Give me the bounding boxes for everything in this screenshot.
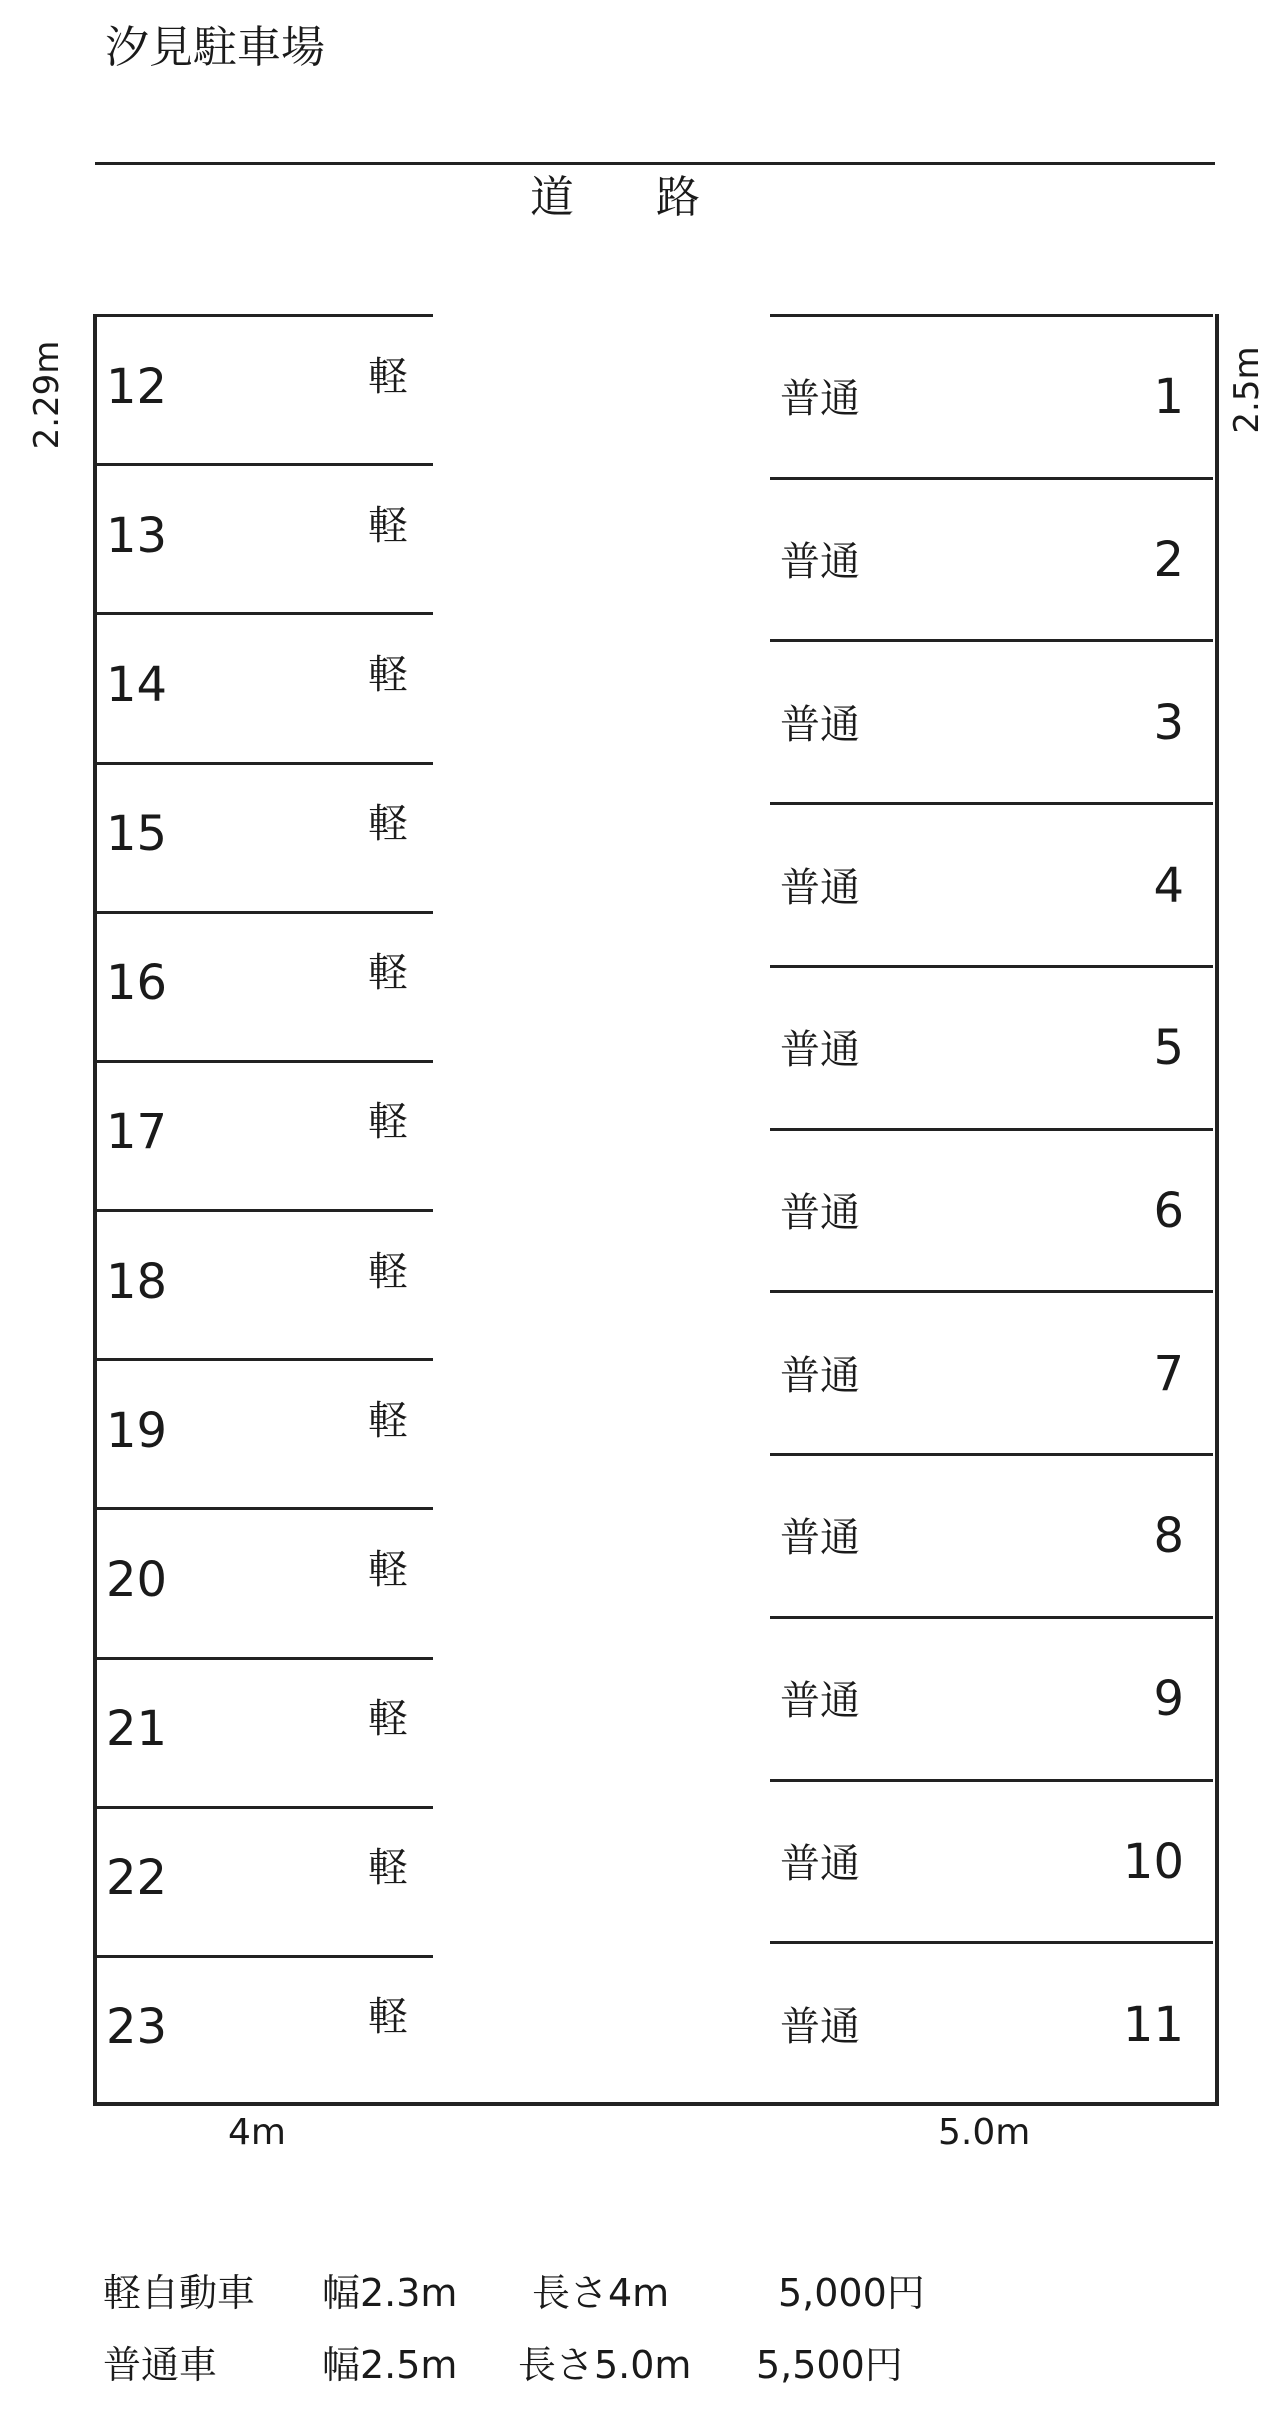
left-space-divider <box>95 612 433 615</box>
left-space-number: 14 <box>106 656 168 713</box>
right-space-divider <box>770 1453 1213 1456</box>
left-length-dimension: 4m <box>228 2112 286 2153</box>
left-space-type: 軽 <box>368 1248 408 1295</box>
right-space-number: 9 <box>1153 1671 1184 1728</box>
left-space-type: 軽 <box>368 950 408 997</box>
left-space-number: 22 <box>106 1850 168 1907</box>
left-space-divider <box>95 314 433 317</box>
left-space-type: 軽 <box>368 1845 408 1892</box>
left-space-type: 軽 <box>368 1397 408 1444</box>
right-space-number: 2 <box>1153 532 1184 589</box>
left-space-number: 19 <box>106 1402 168 1459</box>
left-space-divider <box>95 762 433 765</box>
right-space-type: 普通 <box>780 1190 860 1236</box>
right-space-divider <box>770 639 1213 642</box>
left-space-number: 20 <box>106 1551 168 1608</box>
right-width-label: 2.5m <box>1227 346 1267 434</box>
right-space-divider <box>770 1128 1213 1131</box>
left-space-type: 軽 <box>368 651 408 698</box>
left-space-number: 18 <box>106 1253 168 1310</box>
left-space-number: 16 <box>106 955 168 1012</box>
right-space-type: 普通 <box>780 1027 860 1074</box>
left-space-type: 軽 <box>368 1546 408 1593</box>
right-space-type: 普通 <box>780 1840 860 1887</box>
right-space-divider <box>770 802 1213 805</box>
left-space-type: 軽 <box>368 1994 408 2041</box>
left-space-type: 軽 <box>368 353 408 400</box>
left-space-number: 13 <box>106 507 168 564</box>
spec-futsu-price: 5,500円 <box>756 2343 903 2387</box>
left-space-divider <box>95 1657 433 1660</box>
right-space-number: 11 <box>1122 1996 1184 2053</box>
left-space-number: 23 <box>106 1999 168 2056</box>
right-space-number: 4 <box>1153 857 1184 914</box>
left-space-width-dimension <box>22 330 72 460</box>
left-space-type: 軽 <box>368 801 408 848</box>
road-label: 道 路 <box>530 172 734 223</box>
road-line <box>95 162 1215 165</box>
left-space-divider <box>95 1358 433 1361</box>
left-space-divider <box>95 1806 433 1809</box>
spec-futsu-category: 普通車 <box>103 2343 218 2387</box>
right-space-type: 普通 <box>780 376 860 423</box>
left-space-divider <box>95 1507 433 1510</box>
spec-kei-price: 5,000円 <box>778 2271 925 2315</box>
right-space-number: 1 <box>1153 369 1184 426</box>
left-width-label: 2.29m <box>27 340 67 450</box>
page-title: 汐見駐車場 <box>105 22 325 73</box>
right-space-divider <box>770 314 1213 317</box>
left-space-number: 17 <box>106 1104 168 1161</box>
left-space-divider <box>95 1060 433 1063</box>
left-space-type: 軽 <box>368 502 408 549</box>
spec-futsu-width: 幅2.5m <box>322 2343 458 2387</box>
left-space-divider <box>95 463 433 466</box>
right-space-number: 3 <box>1153 694 1184 751</box>
right-space-type: 普通 <box>780 1352 860 1399</box>
right-space-divider <box>770 477 1213 480</box>
right-space-divider <box>770 1290 1213 1293</box>
left-space-divider <box>95 1955 433 1958</box>
right-space-number: 6 <box>1153 1183 1184 1239</box>
right-space-type: 普通 <box>780 1678 860 1725</box>
spec-futsu-length: 長さ5.0m <box>518 2343 692 2387</box>
right-space-divider <box>770 1616 1213 1619</box>
left-space-divider <box>95 1209 433 1212</box>
spec-kei-category: 軽自動車 <box>103 2271 256 2315</box>
right-space-number: 10 <box>1122 1833 1184 1890</box>
right-space-number: 7 <box>1153 1345 1184 1402</box>
right-space-type: 普通 <box>780 539 860 586</box>
right-length-dimension: 5.0m <box>938 2112 1031 2153</box>
right-space-width-dimension <box>1222 325 1272 455</box>
right-space-divider <box>770 965 1213 968</box>
left-space-divider <box>95 911 433 914</box>
left-space-number: 15 <box>106 806 168 863</box>
right-space-type: 普通 <box>780 1515 860 1562</box>
left-space-number: 21 <box>106 1701 168 1758</box>
right-space-divider <box>770 1941 1213 1944</box>
right-space-type: 普通 <box>780 2003 860 2050</box>
spec-kei-width: 幅2.3m <box>322 2271 458 2315</box>
left-space-type: 軽 <box>368 1099 408 1146</box>
right-space-type: 普通 <box>780 864 860 911</box>
right-space-number: 8 <box>1153 1508 1184 1565</box>
right-space-type: 普通 <box>780 701 860 748</box>
right-space-number: 5 <box>1153 1020 1184 1077</box>
left-space-type: 軽 <box>368 1696 408 1743</box>
right-space-divider <box>770 1779 1213 1782</box>
left-space-number: 12 <box>106 358 168 415</box>
spec-kei-length: 長さ4m <box>532 2271 670 2315</box>
